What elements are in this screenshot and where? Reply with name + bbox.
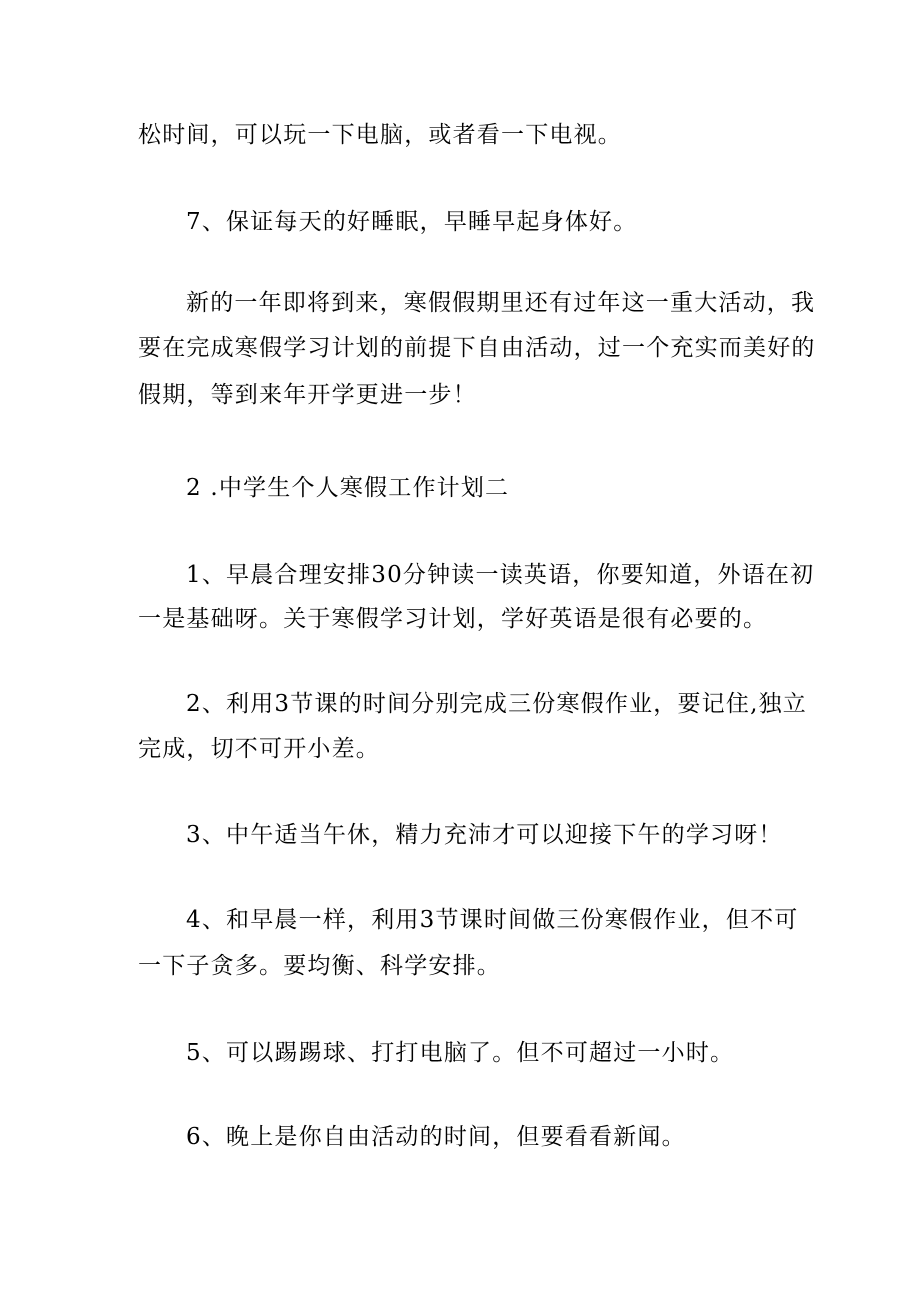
- text-line: 一下子贪多。要均衡、科学安排。: [138, 953, 501, 979]
- text-line: 假期，等到来年开学更进一步！: [138, 382, 477, 408]
- text-line: 一是基础呀。关于寒假学习计划，学好英语是很有必要的。: [138, 606, 768, 632]
- text-line: 新的一年即将到来，寒假假期里还有过年这一重大活动，我: [186, 290, 816, 316]
- text-line: 5、可以踢踢球、打打电脑了。但不可超过一小时。: [186, 1040, 735, 1066]
- text-line: 6、晚上是你自由活动的时间，但要看看新闻。: [186, 1124, 686, 1150]
- text-line: 完成，切不可开小差。: [138, 736, 380, 762]
- text-line: 2、利用3节课的时间分别完成三份寒假作业，要记住,独立: [186, 691, 807, 717]
- text-line: 4、和早晨一样，利用3节课时间做三份寒假作业，但不可: [186, 907, 799, 933]
- text-line: 要在完成寒假学习计划的前提下自由活动，过一个充实而美好的: [138, 335, 816, 361]
- text-line: 3、中午适当午休，精力充沛才可以迎接下午的学习呀！: [186, 822, 783, 848]
- text-line: 松时间，可以玩一下电脑，或者看一下电视。: [138, 122, 622, 148]
- section-heading: 2 .中学生个人寒假工作计划二: [186, 475, 510, 501]
- text-line: 7、保证每天的好睡眠，早睡早起身体好。: [186, 209, 638, 235]
- text-line: 1、早晨合理安排30分钟读一读英语，你要知道，外语在初: [186, 562, 815, 588]
